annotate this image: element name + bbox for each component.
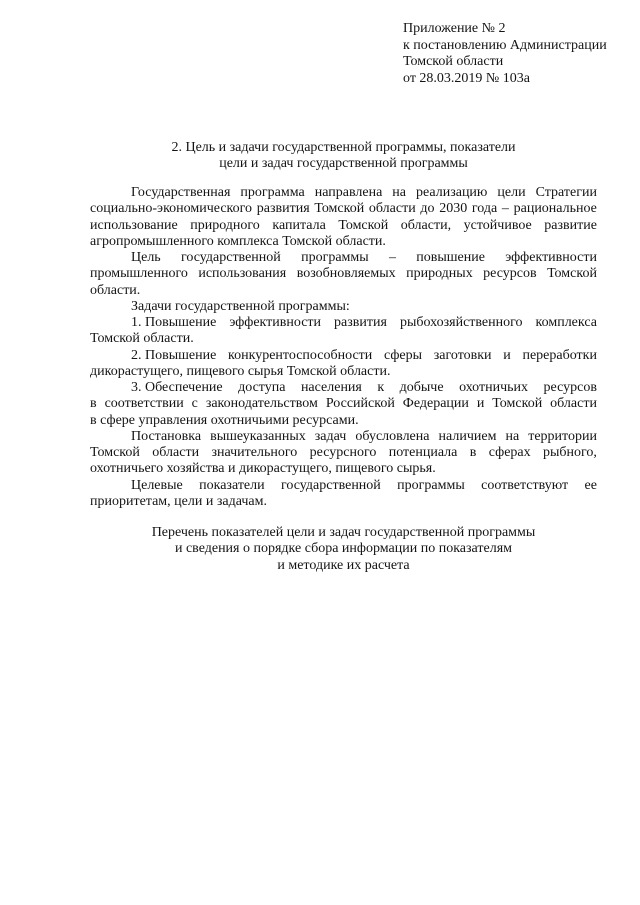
word: развития bbox=[334, 315, 387, 330]
word: к bbox=[377, 380, 385, 395]
word: доступа bbox=[238, 380, 286, 395]
word: – bbox=[388, 250, 396, 265]
word: обусловлена bbox=[355, 428, 430, 444]
word: Томской bbox=[314, 201, 365, 217]
list-heading-line: Перечень показателей цели и задач государственной программы bbox=[151, 524, 536, 540]
word: повышение bbox=[416, 250, 485, 265]
word: вышеуказанных bbox=[210, 428, 306, 444]
paragraph-line: дикорастущего, пищевого сырья Томской области. bbox=[90, 363, 391, 379]
paragraph-line bbox=[90, 429, 597, 445]
word: природных bbox=[406, 266, 473, 282]
paragraph-line bbox=[90, 380, 597, 396]
word: задач bbox=[314, 428, 347, 444]
word: территории bbox=[528, 428, 597, 444]
paragraph-line bbox=[90, 315, 597, 331]
word: ресурсов bbox=[483, 266, 537, 282]
word: значительного bbox=[211, 445, 298, 460]
task-item bbox=[90, 380, 597, 429]
word: устойчивое bbox=[463, 217, 532, 233]
appendix-label: Приложение № 2 bbox=[403, 21, 506, 36]
word: и bbox=[503, 347, 511, 363]
paragraph-line bbox=[90, 396, 597, 412]
word: соответствии bbox=[104, 396, 184, 412]
issuing-authority: Томской области bbox=[403, 54, 504, 70]
word: использование bbox=[90, 217, 178, 233]
paragraph-line bbox=[90, 250, 597, 266]
word: цели bbox=[497, 185, 526, 200]
word: сферах bbox=[488, 445, 531, 460]
section-title-line: 2. Цель и задачи государственной программы, показатели bbox=[171, 139, 516, 155]
word: рыбохозяйственного bbox=[399, 315, 523, 330]
word: на bbox=[505, 428, 520, 444]
word: заготовки bbox=[433, 347, 492, 363]
word: до bbox=[420, 201, 435, 217]
section-title-line: цели и задач государственной программы bbox=[219, 156, 468, 171]
word: комплекса bbox=[535, 315, 597, 330]
word: Стратегии bbox=[535, 185, 597, 200]
word: области bbox=[368, 201, 416, 217]
word: эффективности bbox=[229, 315, 322, 330]
word: реализацию bbox=[416, 185, 488, 200]
indicators-list-heading bbox=[90, 525, 597, 575]
paragraph-line bbox=[90, 185, 597, 201]
word: капитала bbox=[272, 217, 326, 233]
word: области bbox=[550, 396, 597, 412]
word: области, bbox=[400, 217, 452, 233]
word: эффективности bbox=[505, 250, 597, 265]
word: соответствуют bbox=[481, 477, 569, 493]
word: государственной bbox=[181, 250, 281, 265]
word: добыче bbox=[399, 380, 444, 395]
word: 2030 bbox=[439, 201, 468, 217]
paragraph-line bbox=[90, 218, 597, 234]
word: социально-экономического bbox=[90, 201, 253, 217]
paragraph-line bbox=[90, 445, 597, 461]
word: ресурсов bbox=[543, 380, 597, 395]
word: 1. Повышение bbox=[131, 315, 217, 330]
word: программа bbox=[240, 185, 305, 200]
paragraph-line bbox=[90, 266, 597, 282]
word: Российской bbox=[325, 396, 395, 412]
word: программы bbox=[301, 250, 369, 265]
paragraph-line bbox=[90, 348, 597, 364]
word: переработки bbox=[522, 347, 597, 363]
resolution-date-number: от 28.03.2019 № 103а bbox=[403, 70, 531, 86]
word: государственной bbox=[281, 477, 381, 493]
word: 3. Обеспечение bbox=[131, 380, 223, 395]
word: – bbox=[501, 201, 509, 217]
word: конкурентоспособности bbox=[228, 347, 373, 363]
word: охотничьих bbox=[459, 380, 529, 395]
body-paragraph bbox=[90, 185, 597, 250]
word: сферы bbox=[383, 347, 423, 363]
paragraph-line: области. bbox=[90, 282, 141, 298]
word: в bbox=[90, 396, 97, 412]
paragraph-line: охотничьего хозяйства и дикорастущего, пищевого сырья. bbox=[90, 461, 436, 477]
word: развитие bbox=[544, 217, 597, 233]
word: на bbox=[392, 185, 406, 200]
paragraph-line: приоритетам, цели и задачам. bbox=[90, 493, 267, 509]
word: программы bbox=[397, 477, 465, 493]
word: Томской bbox=[338, 217, 389, 233]
word: природного bbox=[190, 217, 260, 233]
paragraph-line bbox=[90, 478, 597, 494]
word: Томской bbox=[547, 266, 597, 282]
word: Государственная bbox=[131, 185, 231, 200]
task-item bbox=[90, 348, 597, 381]
body-paragraph bbox=[90, 429, 597, 478]
body-paragraph bbox=[90, 250, 597, 299]
word: и bbox=[476, 396, 485, 412]
body-paragraph bbox=[90, 299, 597, 315]
word: Целевые bbox=[131, 477, 183, 493]
word: показатели bbox=[199, 477, 265, 493]
word: направлена bbox=[314, 185, 383, 200]
document-body bbox=[90, 185, 597, 510]
word: Цель bbox=[131, 250, 161, 265]
section-title bbox=[90, 140, 597, 173]
word: в bbox=[469, 445, 477, 460]
word: рыбного, bbox=[543, 445, 597, 460]
list-heading-line: и сведения о порядке сбора информации по показателям bbox=[174, 541, 513, 556]
list-heading-line: и методике их расчета bbox=[277, 557, 410, 573]
appendix-header bbox=[403, 21, 607, 87]
word: Томской bbox=[90, 445, 140, 460]
word: возобновляемых bbox=[296, 266, 396, 282]
task-item bbox=[90, 315, 597, 348]
word: населения bbox=[300, 380, 362, 395]
paragraph-line bbox=[90, 201, 597, 217]
word: с bbox=[191, 396, 198, 412]
word: года bbox=[471, 201, 498, 217]
body-paragraph bbox=[90, 478, 597, 511]
word: ее bbox=[584, 477, 597, 493]
word: 2. Повышение bbox=[131, 347, 217, 363]
word: наличием bbox=[438, 428, 497, 444]
word: рациональное bbox=[513, 201, 597, 217]
paragraph-line: в сфере управления охотничьими ресурсами. bbox=[90, 412, 359, 428]
word: области bbox=[152, 445, 200, 460]
word: использования bbox=[198, 266, 287, 282]
word: ресурсного bbox=[309, 445, 377, 460]
word: промышленного bbox=[90, 266, 188, 282]
word: потенциала bbox=[388, 445, 458, 460]
paragraph-line: агропромышленного комплекса Томской области. bbox=[90, 233, 386, 249]
word: развития bbox=[256, 201, 310, 217]
word: Постановка bbox=[131, 428, 202, 444]
resolution-reference: к постановлению Администрации bbox=[403, 37, 607, 53]
word: Федерации bbox=[402, 396, 469, 412]
word: Томской bbox=[492, 396, 543, 412]
word: законодательством bbox=[205, 396, 318, 412]
paragraph-line: Задачи государственной программы: bbox=[131, 298, 350, 314]
paragraph-line: Томской области. bbox=[90, 331, 194, 347]
